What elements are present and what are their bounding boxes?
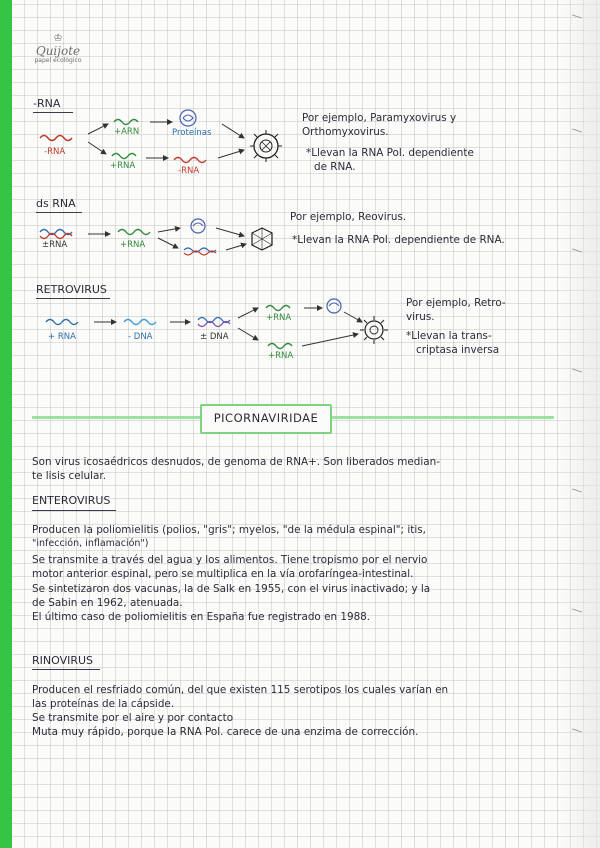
heading-underline xyxy=(32,510,116,511)
label-pos-rna: +RNA xyxy=(110,161,136,171)
body-line: Se transmite a través del agua y los alimentos. Tiene tropismo por el nervio xyxy=(32,554,428,566)
body-line: Muta muy rápido, porque la RNA Pol. carece de una enzima de corrección. xyxy=(32,726,419,738)
body-line: Se transmite por el aire y por contacto xyxy=(32,712,234,724)
label-neg-dna: - DNA xyxy=(128,332,153,342)
section-heading-neg-rna: -RNA xyxy=(33,97,61,110)
label-neg-rna-2: -RNA xyxy=(178,166,200,176)
logo-name: Quijote xyxy=(35,44,81,58)
label-pos-rna: + RNA xyxy=(48,332,76,342)
neg-rna-diagram xyxy=(40,110,282,163)
body-line: de Sabin en 1962, atenuada. xyxy=(32,597,183,609)
icosahedron-icon xyxy=(252,228,272,250)
note-line: Orthomyxovirus. xyxy=(302,126,389,138)
intro-line: te lisis celular. xyxy=(32,470,107,482)
label-pos-rna: +RNA xyxy=(266,313,292,323)
note-line: virus. xyxy=(406,311,435,323)
logo-subtitle: papel ecológico xyxy=(34,57,82,64)
section-heading-retrovirus: RETROVIRUS xyxy=(36,283,107,296)
label-mrna: +ARN xyxy=(114,127,140,137)
label-proteins: Proteínas xyxy=(172,128,212,138)
note-line: de RNA. xyxy=(314,161,356,173)
body-line: Producen la poliomielitis (polios, "gris"; myelos, "de la médula espinal"; itis, xyxy=(32,524,426,536)
label-pm-rna: ±RNA xyxy=(42,240,68,250)
note-line: *Llevan la RNA Pol. dependiente de RNA. xyxy=(292,234,505,246)
note-line: Por ejemplo, Reovirus. xyxy=(290,211,407,223)
protein-icon xyxy=(191,219,205,233)
note-line: Por ejemplo, Retro- xyxy=(406,297,506,309)
ds-rna-diagram xyxy=(40,219,272,255)
protein-icon xyxy=(327,299,341,313)
note-line: *Llevan la RNA Pol. dependiente xyxy=(306,147,474,159)
body-line: Producen el resfriado común, del que existen 115 serotipos los cuales varían en xyxy=(32,684,449,696)
section-heading-enterovirus: ENTEROVIRUS xyxy=(32,494,111,507)
green-rna-wave xyxy=(112,154,136,159)
virion-icon xyxy=(250,130,282,162)
banner-rule-left xyxy=(32,416,200,419)
heading-underline xyxy=(36,298,110,299)
label-pos-rna: +RNA xyxy=(120,240,146,250)
body-line: El último caso de poliomielitis en España fue registrado en 1988. xyxy=(32,611,371,623)
crown-icon: ♔ xyxy=(53,33,63,44)
body-line: las proteínas de la cápside. xyxy=(32,698,175,710)
protein-icon xyxy=(180,110,196,126)
note-line: *Llevan la trans- xyxy=(406,330,492,342)
label-pos-rna: +RNA xyxy=(268,351,294,361)
note-line: Por ejemplo, Paramyxovirus y xyxy=(302,112,457,124)
banner-rule-right xyxy=(328,416,554,419)
body-line: Se sintetizaron dos vacunas, la de Salk en 1955, con el virus inactivado; y la xyxy=(32,583,431,595)
family-title-box xyxy=(200,404,332,434)
section-heading-rinovirus: RINOVIRUS xyxy=(32,654,94,667)
intro-line: Son virus icosaédricos desnudos, de genoma de RNA+. Son liberados median- xyxy=(32,456,440,468)
heading-underline xyxy=(36,212,82,213)
body-line: motor anterior espinal, pero se multiplica en la vía orofaríngea-intestinal. xyxy=(32,568,414,580)
heading-underline xyxy=(33,112,73,113)
label-neg-rna: -RNA xyxy=(44,147,66,157)
green-mrna-wave xyxy=(114,120,138,125)
body-line: "infección, inflamación") xyxy=(32,538,149,549)
label-pm-dna: ± DNA xyxy=(200,332,229,342)
family-title: PICORNAVIRIDAE xyxy=(213,411,319,425)
red-rna-wave xyxy=(40,136,72,141)
red-rna-wave-2 xyxy=(174,158,206,163)
heading-underline xyxy=(32,669,100,670)
enveloped-virion-icon xyxy=(360,316,388,344)
note-line: criptasa inversa xyxy=(416,344,500,356)
section-heading-ds-rna: ds RNA xyxy=(36,197,76,210)
